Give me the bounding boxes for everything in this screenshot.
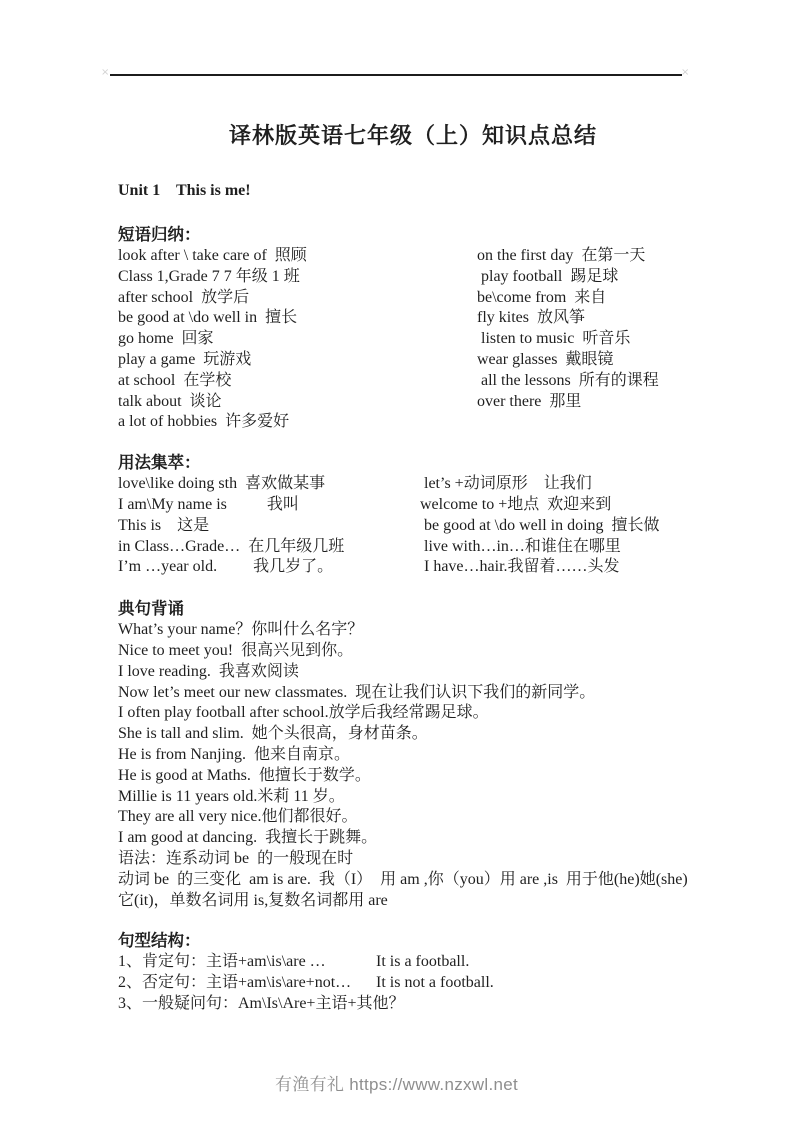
row-right-text: fly kites 放风筝 (477, 309, 585, 327)
sentence-line: Now let’s meet our new classmates. 现在让我们认识下我们的新同学。 (118, 683, 596, 701)
pattern-list (118, 952, 682, 1014)
two-column-row (118, 537, 682, 558)
two-column-row (118, 557, 682, 578)
row-right-text: be good at \do well in doing 擅长做 (420, 516, 660, 534)
row-left-text: talk about 谈论 (118, 392, 222, 410)
row-left-text: 3、一般疑问句：Am\Is\Are+主语+其他？ (118, 994, 405, 1012)
row-left-text: This is 这是 (118, 516, 210, 534)
document-content (118, 0, 688, 1015)
usage-list (118, 474, 682, 578)
row-right-text (477, 412, 682, 433)
row-left-text: in Class…Grade… 在几年级几班 (118, 537, 345, 555)
two-column-row (118, 973, 682, 994)
section-heading-usage: 用法集萃： (118, 454, 201, 473)
row-right-text: It is a football. (376, 953, 470, 971)
row-right-text (376, 994, 682, 1015)
two-column-row (118, 495, 682, 516)
sentence-line: What’s your name？你叫什么名字？ (118, 621, 364, 639)
row-right-text: all the lessons 所有的课程 (477, 371, 659, 389)
row-left-text: love\like doing sth 喜欢做某事 (118, 475, 326, 493)
sentence-line: Nice to meet you! 很高兴见到你。 (118, 641, 354, 659)
section-heading-patterns: 句型结构： (118, 932, 201, 951)
row-right-text: let’s +动词原形 让我们 (420, 475, 592, 493)
row-left-text: at school 在学校 (118, 371, 232, 389)
phrase-list (118, 246, 682, 433)
two-column-row (118, 412, 682, 433)
two-column-row (118, 350, 682, 371)
sentence-line: He is from Nanjing. 他来自南京。 (118, 745, 350, 763)
row-left-text: look after \ take care of 照顾 (118, 247, 307, 264)
row-right-text: on the first day 在第一天 (477, 247, 646, 264)
rule-end-mark-left: × (101, 67, 110, 78)
sentence-line: 动词 be 的三变化 am is are. 我（I） 用 am ,你（you）用 are ,is 用于他(he)她(she) (118, 870, 688, 888)
sentence-line: I often play football after school.放学后我经常踢足球。 (118, 704, 489, 722)
row-right-text: welcome to +地点 欢迎来到 (420, 495, 612, 513)
section-heading-sentences: 典句背诵 (118, 600, 184, 619)
sentence-line: He is good at Maths. 他擅长于数学。 (118, 766, 371, 784)
row-right-text: over there 那里 (477, 392, 582, 410)
row-left-text: Class 1,Grade 7 7 年级 1 班 (118, 267, 300, 285)
two-column-row (118, 288, 682, 309)
row-right-text: be\come from 来自 (477, 288, 607, 306)
row-right-text: play football 踢足球 (477, 267, 619, 285)
row-left-text: go home 回家 (118, 330, 214, 348)
two-column-row (118, 516, 682, 537)
two-column-row (118, 392, 682, 413)
sentence-line: 它(it)，单数名词用 is,复数名词都用 are (118, 891, 388, 909)
row-left-text: after school 放学后 (118, 288, 250, 306)
row-right-text: It is not a football. (376, 974, 494, 992)
row-right-text: live with…in…和谁住在哪里 (420, 537, 621, 555)
row-right-text: wear glasses 戴眼镜 (477, 350, 614, 368)
row-left-text: play a game 玩游戏 (118, 350, 252, 368)
two-column-row (118, 329, 682, 350)
row-left-text: be good at \do well in 擅长 (118, 309, 298, 327)
unit-heading: Unit 1 This is me! (118, 182, 251, 199)
sentence-line: Millie is 11 years old.米莉 11 岁。 (118, 787, 345, 805)
sentence-line: 语法：连系动词 be 的一般现在时 (118, 849, 354, 867)
sentence-line: They are all very nice.他们都很好。 (118, 808, 358, 826)
sentence-list (118, 620, 688, 911)
row-left-text: 1、肯定句：主语+am\is\are … (118, 953, 326, 971)
row-left-text: a lot of hobbies 许多爱好 (118, 413, 290, 431)
row-left-text: 2、否定句：主语+am\is\are+not… (118, 974, 352, 992)
section-heading-phrases: 短语归纳： (118, 226, 201, 244)
two-column-row (118, 371, 682, 392)
row-right-text: I have…hair.我留着……头发 (420, 558, 620, 576)
sentence-line: She is tall and slim. 她个头很高，身材苗条。 (118, 725, 428, 743)
two-column-row (118, 474, 682, 495)
sentence-line: I am good at dancing. 我擅长于跳舞。 (118, 829, 378, 847)
page-title: 译林版英语七年级（上）知识点总结 (228, 123, 597, 148)
sentence-line: I love reading. 我喜欢阅读 (118, 662, 299, 680)
footer-watermark: 有渔有礼 https://www.nzxwl.net (274, 1075, 519, 1094)
two-column-row (118, 952, 682, 973)
row-left-text: I’m …year old. 我几岁了。 (118, 558, 334, 576)
rule-end-mark-right: × (681, 67, 690, 78)
two-column-row (118, 994, 682, 1015)
row-right-text: listen to music 听音乐 (477, 330, 631, 348)
two-column-row (118, 308, 682, 329)
row-left-text: I am\My name is 我叫 (118, 495, 299, 513)
two-column-row (118, 267, 682, 288)
two-column-row (118, 246, 682, 267)
